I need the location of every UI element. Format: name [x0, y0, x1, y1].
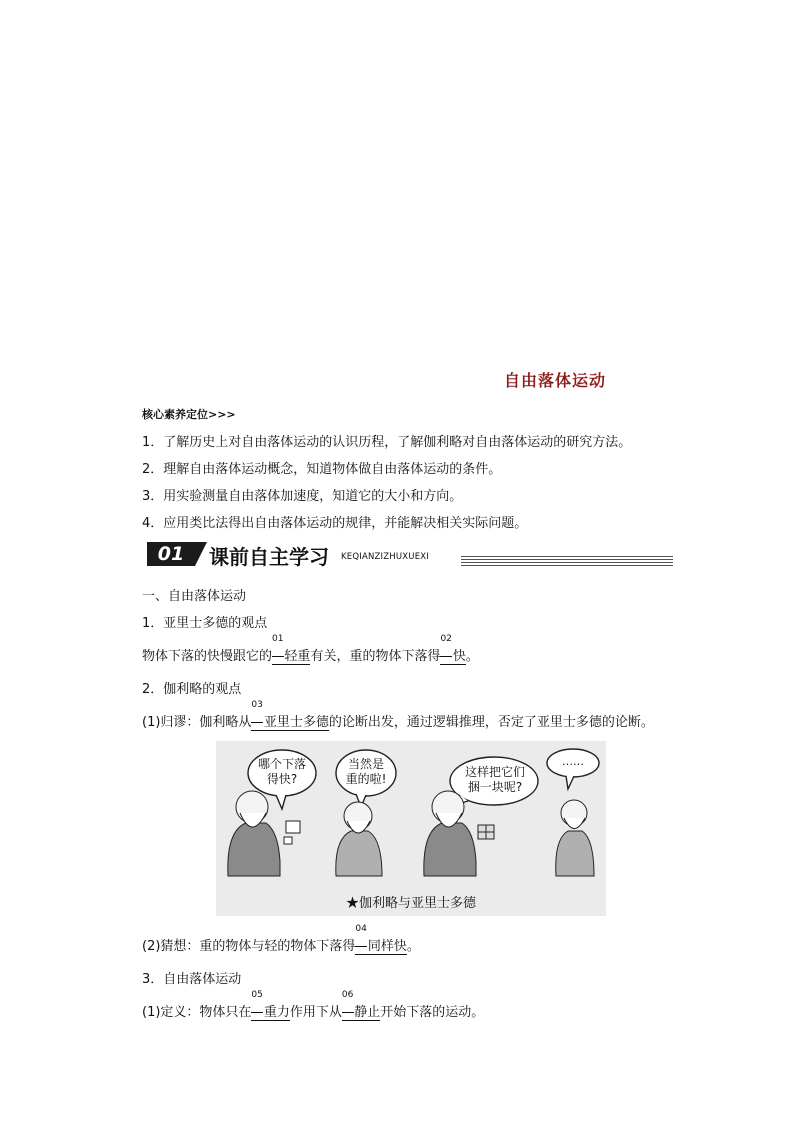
section-heading: 一、自由落体运动 — [142, 589, 247, 604]
galileo-figure-1 — [228, 791, 300, 876]
answer-blank-01: 01 轻重 — [272, 634, 311, 664]
objective-3: 3．用实验测量自由落体加速度，知道它的大小和方向。 — [142, 489, 463, 504]
free-fall-definition-line: (1)定义：物体只在 05 重力作用下从 06 静止开始下落的运动。 — [142, 990, 485, 1020]
banner-pinyin: KEQIANZIZHUXUEXI — [341, 552, 430, 562]
bubble-text-2: 当然是重的啦! — [345, 757, 387, 786]
figure-caption: ★伽利略与亚里士多德 — [345, 896, 476, 911]
banner-triangle — [195, 542, 207, 566]
answer-blank-05: 05 重力 — [251, 990, 290, 1020]
answer-blank-03: 03 亚里士多德 — [251, 700, 329, 730]
section-banner — [143, 540, 673, 570]
subheading-free-fall: 3．自由落体运动 — [142, 972, 242, 987]
banner-rule — [461, 556, 673, 557]
objective-2: 2．理解自由落体运动概念，知道物体做自由落体运动的条件。 — [142, 462, 502, 477]
subheading-galileo: 2．伽利略的观点 — [142, 682, 242, 697]
speech-bubble-1-tail — [276, 795, 286, 809]
galileo-aristotle-illustration — [216, 741, 606, 916]
banner-rule — [461, 562, 673, 563]
banner-rule — [461, 565, 673, 566]
page-title: 自由落体运动 — [504, 371, 607, 390]
galileo-reductio-line: (1)归谬：伽利略从 03 亚里士多德的论断出发，通过逻辑推理，否定了亚里士多德的论断。 — [142, 700, 654, 730]
objective-4: 4．应用类比法得出自由落体运动的规律，并能解决相关实际问题。 — [142, 516, 528, 531]
aristotle-figure-2 — [556, 800, 594, 876]
bubble-text-4: …… — [562, 755, 584, 768]
answer-blank-04: 04 同样快 — [355, 924, 407, 954]
bubble-text-1: 哪个下落得快? — [257, 757, 306, 786]
banner-rule — [461, 559, 673, 560]
answer-blank-02: 02 快 — [440, 634, 466, 664]
answer-blank-06: 06 静止 — [341, 990, 381, 1020]
banner-number: 01 — [147, 542, 195, 566]
objective-1: 1．了解历史上对自由落体运动的认识历程，了解伽利略对自由落体运动的研究方法。 — [142, 435, 632, 450]
speech-bubble-4-tail — [566, 776, 574, 789]
aristotle-view-line: 物体下落的快慢跟它的 01 轻重有关，重的物体下落得 02 快。 — [142, 634, 479, 664]
banner-heading: 课前自主学习 — [209, 545, 329, 569]
core-literacy-label: 核心素养定位>>> — [142, 408, 236, 421]
galileo-hypothesis-line: (2)猜想：重的物体与轻的物体下落得 04 同样快。 — [142, 924, 420, 954]
bubble-text-3: 这样把它们捆一块呢? — [464, 765, 525, 794]
subheading-aristotle: 1．亚里士多德的观点 — [142, 616, 268, 631]
aristotle-figure-1 — [336, 802, 382, 876]
